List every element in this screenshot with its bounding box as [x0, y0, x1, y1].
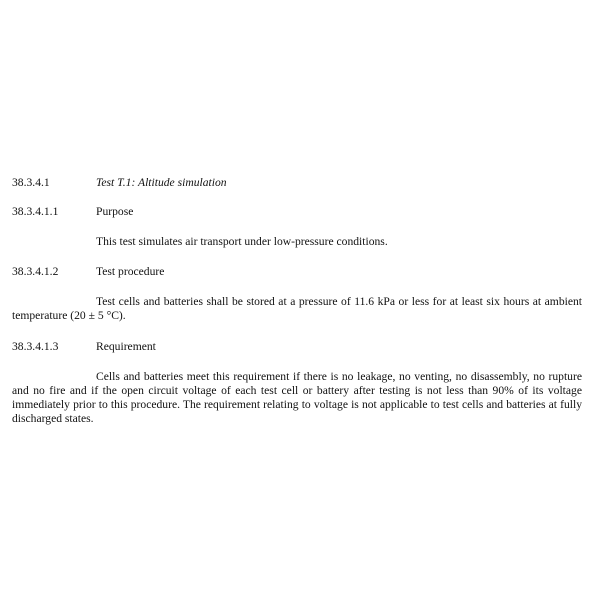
section-number: 38.3.4.1 — [12, 176, 50, 189]
section-heading-test-procedure — [12, 265, 588, 279]
section-title: Test T.1: Altitude simulation — [96, 176, 227, 189]
section-heading-altitude-simulation — [12, 176, 588, 190]
section-title: Purpose — [96, 205, 134, 218]
section-title: Test procedure — [96, 265, 165, 278]
section-number: 38.3.4.1.3 — [12, 340, 59, 353]
section-number: 38.3.4.1.1 — [12, 205, 59, 218]
section-heading-purpose — [12, 205, 588, 219]
purpose-paragraph: This test simulates air transport under low-pressure conditions. — [96, 235, 388, 248]
test-procedure-paragraph: Test cells and batteries shall be stored at a pressure of 11.6 kPa or less for at least six hours at ambient temperature (20 ± 5 °C). — [12, 295, 582, 322]
section-number: 38.3.4.1.2 — [12, 265, 59, 278]
section-heading-requirement — [12, 340, 588, 354]
section-title: Requirement — [96, 340, 156, 353]
requirement-paragraph: Cells and batteries meet this requirement if there is no leakage, no venting, no disassembly, no rupture and no fire and if the open circuit voltage of each test cell or battery after testing is not less than 90% of its voltage immediately prior to this procedure. The requirement relating to voltage is not applicable to test cells and batteries at fully discharged states. — [12, 370, 582, 425]
